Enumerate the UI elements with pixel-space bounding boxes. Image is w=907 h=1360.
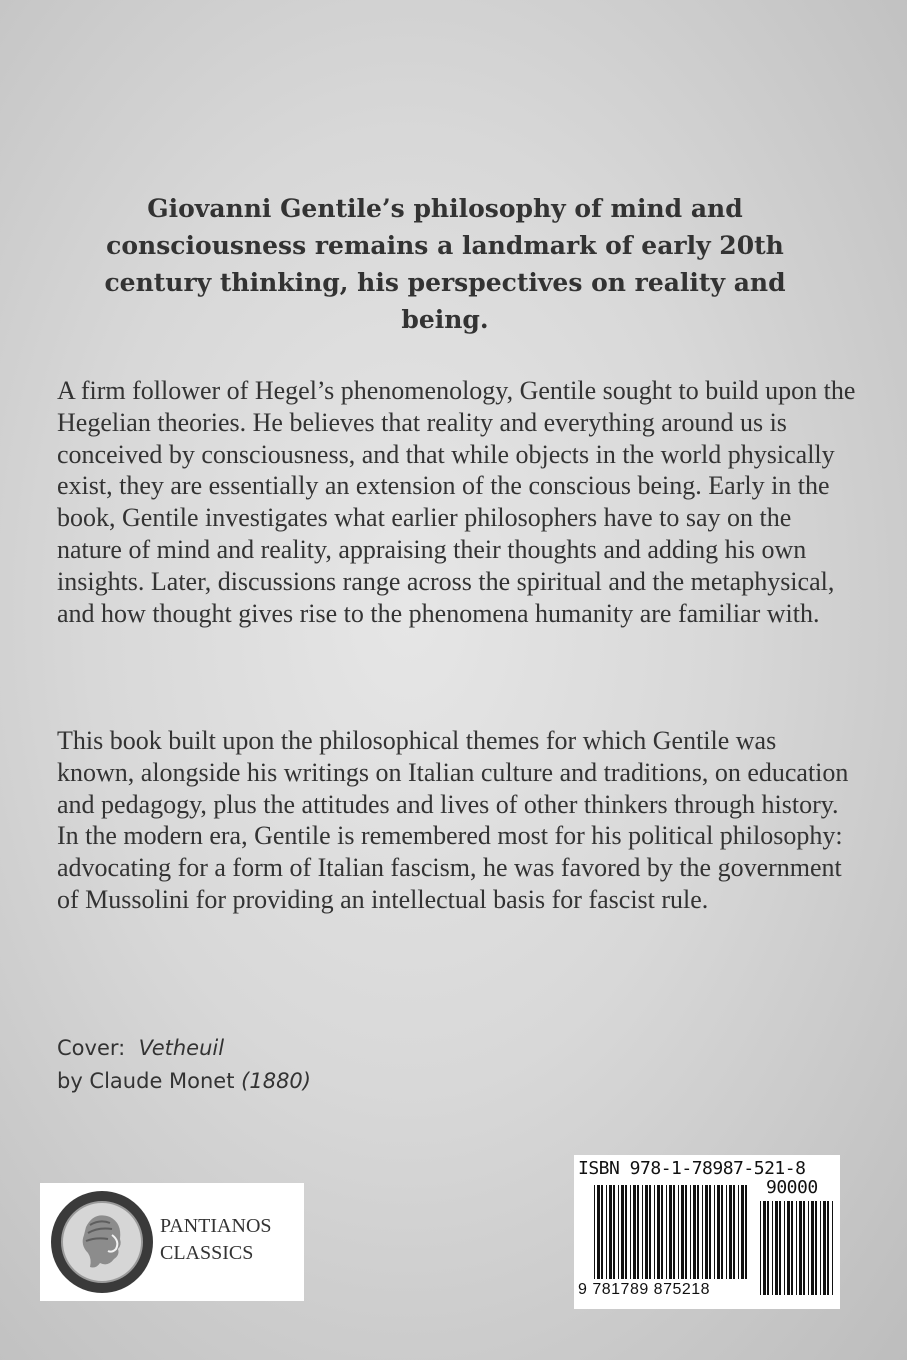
barcode-bar [820, 1201, 821, 1295]
barcode-bar [808, 1201, 809, 1295]
barcode-bar [654, 1185, 655, 1279]
publisher-name [160, 1213, 300, 1267]
barcode-bar [649, 1185, 651, 1279]
barcode-bar [669, 1185, 672, 1279]
barcode-bar [702, 1185, 703, 1279]
barcode-bar [832, 1201, 833, 1295]
barcode-bar [775, 1201, 778, 1295]
barcode-bar [618, 1185, 619, 1279]
barcode-bar [738, 1185, 739, 1279]
barcode-bar [791, 1201, 793, 1295]
credit-label: Cover: [57, 1036, 126, 1060]
publisher-name-line2: CLASSICS [160, 1242, 254, 1264]
barcode-bar [625, 1185, 627, 1279]
barcode-bar [613, 1185, 615, 1279]
barcode-bar [642, 1185, 643, 1279]
barcode-bar [681, 1185, 684, 1279]
barcode-bar [787, 1201, 790, 1295]
publisher-logo [40, 1183, 304, 1301]
barcode-bar [657, 1185, 660, 1279]
barcode-bar [645, 1185, 648, 1279]
publisher-name-line1: PANTIANOS [160, 1215, 272, 1237]
barcode-bar [709, 1185, 711, 1279]
ean-number: 9 781789 875218 [578, 1281, 711, 1298]
barcode-bar [594, 1185, 595, 1279]
barcode-bar [690, 1185, 691, 1279]
barcode-bar [763, 1201, 766, 1295]
price-code: 90000 [766, 1177, 818, 1198]
description-paragraph-1: A firm follower of Hegel’s phenomenology, Gentile sought to build upon the Hegelian theories. He believes that reality and everything around us is conceived by consciousness, and that while objects in the world physically exist, they are essentially an extension of the conscious being. Early in the book, Gentile investigates what earlier philosophers have to say on the nature of mind and reality, appraising their thoughts and adding his own insights. Later, discussions range across the spiritual and the metaphysical, and how thought gives rise to the phenomena humanity are familiar with. [57, 376, 856, 628]
barcode-bar [803, 1201, 805, 1295]
barcode-bar [772, 1201, 773, 1295]
barcode-bar [726, 1185, 727, 1279]
barcode-bar [767, 1201, 769, 1295]
barcode-bar [714, 1185, 715, 1279]
barcode-bar [609, 1185, 612, 1279]
barcode-bar [621, 1185, 624, 1279]
barcode-bar [705, 1185, 708, 1279]
credit-title: Vetheuil [138, 1036, 225, 1060]
barcode-bar [811, 1201, 814, 1295]
isbn-number: ISBN 978-1-78987-521-8 [578, 1158, 806, 1179]
barcode-bar [741, 1185, 744, 1279]
barcode-bar [823, 1201, 826, 1295]
barcode-bar [637, 1185, 639, 1279]
credit-year: (1880) [241, 1069, 311, 1093]
barcode-bar [745, 1185, 747, 1279]
barcode-bar [784, 1201, 785, 1295]
credit-artist: by Claude Monet [57, 1069, 235, 1093]
barcode-bar [597, 1185, 600, 1279]
barcode-bar [815, 1201, 817, 1295]
barcode-bar [697, 1185, 699, 1279]
barcode-bar [717, 1185, 720, 1279]
barcode-bar [796, 1201, 797, 1295]
barcode-bar [678, 1185, 679, 1279]
barcode-bar [721, 1185, 723, 1279]
barcode-bar [633, 1185, 636, 1279]
barcode-bar [827, 1201, 829, 1295]
barcode-bar [760, 1201, 761, 1295]
barcode-bar [630, 1185, 631, 1279]
barcode-bar [673, 1185, 675, 1279]
barcode-bar [729, 1185, 732, 1279]
barcode-bar [733, 1185, 735, 1279]
barcode-bar [693, 1185, 696, 1279]
cover-credit [57, 1032, 311, 1098]
barcode-bar [666, 1185, 667, 1279]
back-cover-tagline: Giovanni Gentile’s philosophy of mind and consciousness remains a landmark of early 20th century thinking, his perspectives on reality and being. [104, 194, 786, 334]
isbn-barcode [574, 1155, 840, 1309]
barcode-bar [685, 1185, 687, 1279]
barcode-bar [799, 1201, 802, 1295]
barcode-bar [606, 1185, 607, 1279]
barcode-bar [601, 1185, 603, 1279]
description-paragraph-2: This book built upon the philosophical themes for which Gentile was known, alongside his writings on Italian culture and traditions, on education and pedagogy, plus the attitudes and lives of other thinkers through history. In the modern era, Gentile is remembered most for his political philosophy: advocating for a form of Italian fascism, he was favored by the government of Mussolini for providing an intellectual basis for fascist rule. [57, 726, 849, 914]
barcode-bar [661, 1185, 663, 1279]
barcode-bar [779, 1201, 781, 1295]
coin-portrait-icon [50, 1189, 158, 1295]
